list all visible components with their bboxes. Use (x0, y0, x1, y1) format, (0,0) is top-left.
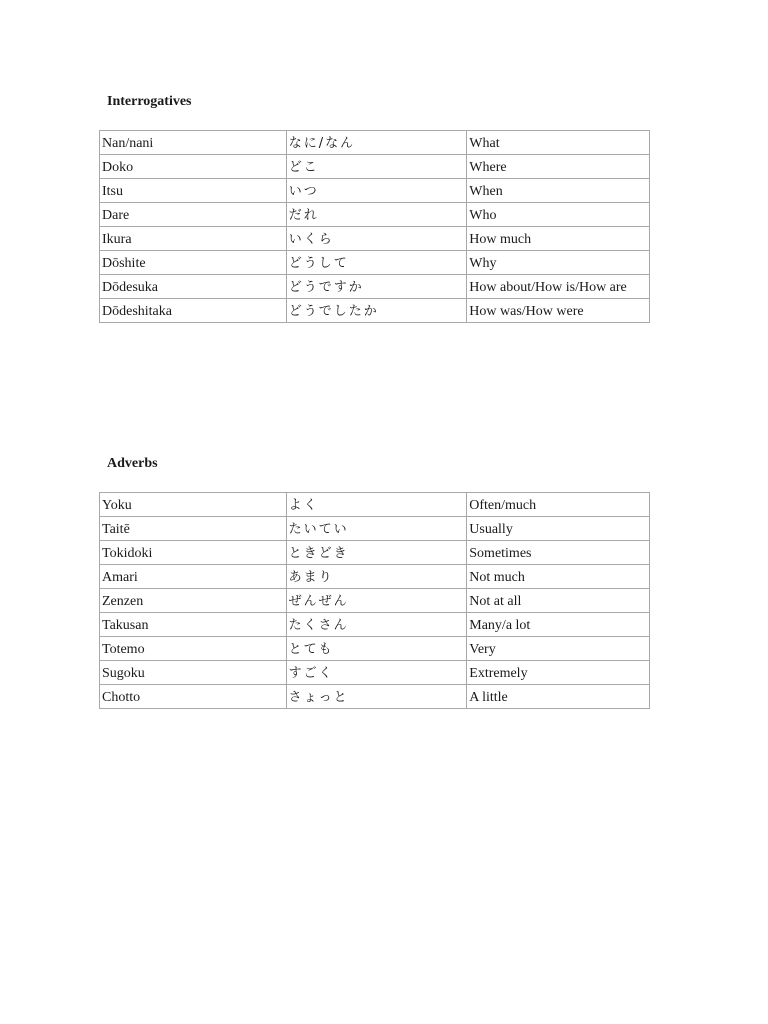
english-cell: Where (467, 155, 650, 179)
kana-cell: いつ (286, 179, 467, 203)
kana-cell: どうですか (286, 275, 467, 299)
romaji-cell: Dare (100, 203, 287, 227)
romaji-cell: Takusan (100, 613, 287, 637)
adverbs-rows (100, 493, 650, 709)
english-cell: What (467, 131, 650, 155)
table-row (100, 637, 650, 661)
table-row (100, 541, 650, 565)
table-row (100, 613, 650, 637)
table-row (100, 299, 650, 323)
english-cell: Who (467, 203, 650, 227)
table-row (100, 589, 650, 613)
kana-cell: どうでしたか (286, 299, 467, 323)
romaji-cell: Tokidoki (100, 541, 287, 565)
english-cell: When (467, 179, 650, 203)
english-cell: Not much (467, 565, 650, 589)
kana-cell: とても (286, 637, 467, 661)
kana-cell: よく (286, 493, 467, 517)
table-row (100, 275, 650, 299)
kana-cell: なに/なん (286, 131, 467, 155)
english-cell: Why (467, 251, 650, 275)
kana-cell: いくら (286, 227, 467, 251)
romaji-cell: Doko (100, 155, 287, 179)
table-row (100, 493, 650, 517)
romaji-cell: Dōdesuka (100, 275, 287, 299)
kana-cell: どこ (286, 155, 467, 179)
romaji-cell: Dōdeshitaka (100, 299, 287, 323)
adverbs-heading: Adverbs (107, 456, 158, 471)
kana-cell: ときどき (286, 541, 467, 565)
romaji-cell: Ikura (100, 227, 287, 251)
romaji-cell: Nan/nani (100, 131, 287, 155)
kana-cell: さょっと (286, 685, 467, 709)
table-row (100, 251, 650, 275)
kana-cell: だれ (286, 203, 467, 227)
table-row (100, 685, 650, 709)
kana-cell: すごく (286, 661, 467, 685)
kana-cell: あまり (286, 565, 467, 589)
english-cell: Sometimes (467, 541, 650, 565)
english-cell: Extremely (467, 661, 650, 685)
english-cell: Often/much (467, 493, 650, 517)
english-cell: How was/How were (467, 299, 650, 323)
romaji-cell: Sugoku (100, 661, 287, 685)
romaji-cell: Chotto (100, 685, 287, 709)
table-row (100, 131, 650, 155)
english-cell: How about/How is/How are (467, 275, 650, 299)
adverbs-table (99, 492, 650, 709)
english-cell: A little (467, 685, 650, 709)
table-row (100, 179, 650, 203)
table-row (100, 565, 650, 589)
english-cell: Many/a lot (467, 613, 650, 637)
romaji-cell: Itsu (100, 179, 287, 203)
english-cell: Usually (467, 517, 650, 541)
interrogatives-table (99, 130, 650, 323)
interrogatives-heading: Interrogatives (107, 94, 192, 109)
kana-cell: どうして (286, 251, 467, 275)
romaji-cell: Yoku (100, 493, 287, 517)
english-cell: How much (467, 227, 650, 251)
romaji-cell: Dōshite (100, 251, 287, 275)
romaji-cell: Zenzen (100, 589, 287, 613)
kana-cell: たいてい (286, 517, 467, 541)
interrogatives-rows (100, 131, 650, 323)
kana-cell: たくさん (286, 613, 467, 637)
table-row (100, 227, 650, 251)
table-row (100, 155, 650, 179)
english-cell: Very (467, 637, 650, 661)
romaji-cell: Totemo (100, 637, 287, 661)
romaji-cell: Amari (100, 565, 287, 589)
kana-cell: ぜんぜん (286, 589, 467, 613)
table-row (100, 517, 650, 541)
table-row (100, 203, 650, 227)
table-row (100, 661, 650, 685)
english-cell: Not at all (467, 589, 650, 613)
romaji-cell: Taitē (100, 517, 287, 541)
